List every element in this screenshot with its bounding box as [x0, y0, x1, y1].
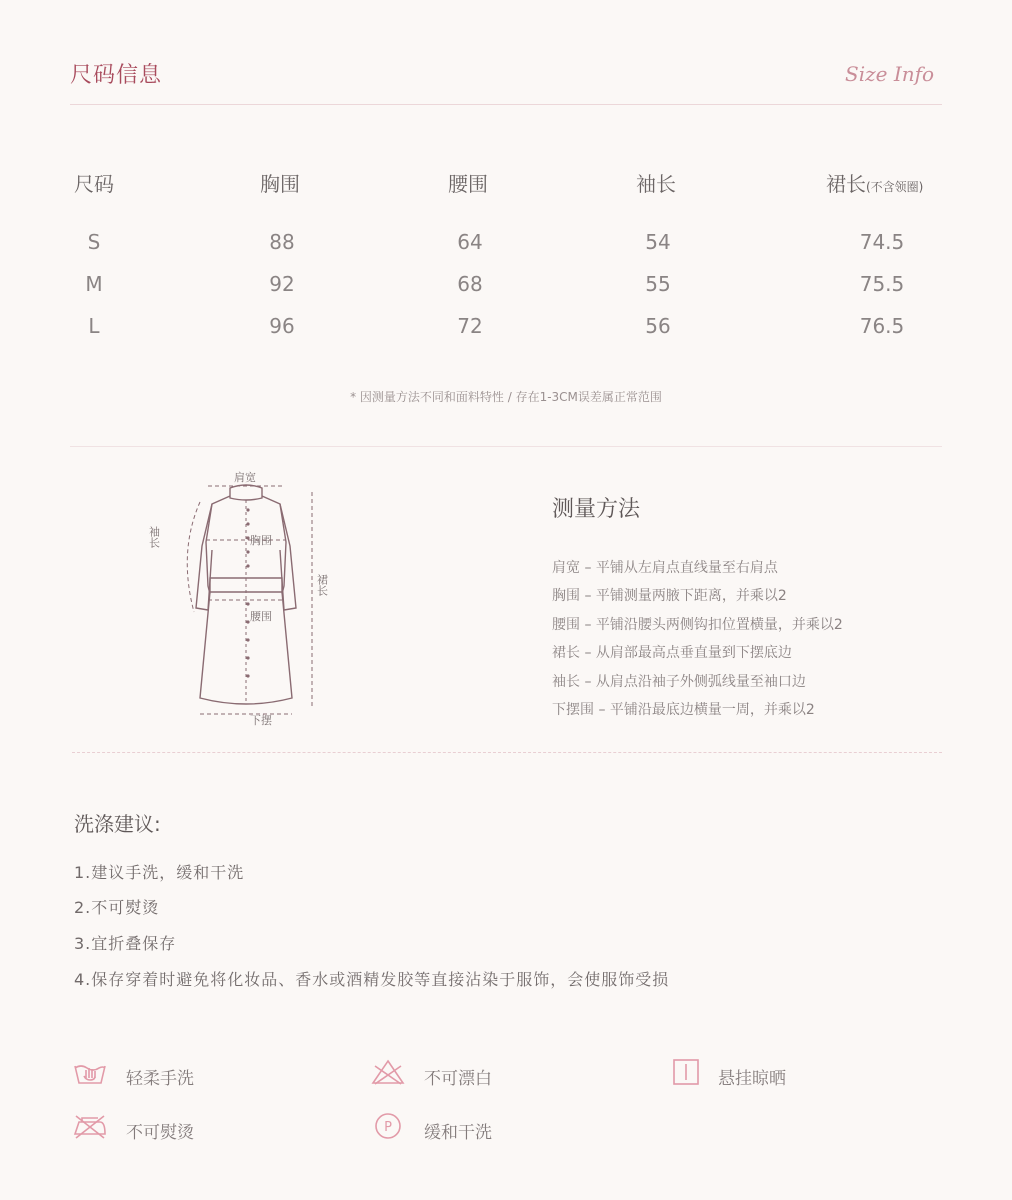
table-note: * 因测量方法不同和面料特性 / 存在1-3CM误差属正常范围: [350, 390, 662, 404]
header-divider: [70, 104, 942, 105]
care-hand-wash: [72, 1058, 108, 1090]
measure-item: 腰围 – 平铺沿腰头两侧钩扣位置横量，并乘以2: [552, 617, 843, 633]
care-hang-dry: [668, 1058, 704, 1090]
care-label: 不可熨烫: [126, 1123, 194, 1143]
measure-item: 下摆围 – 平铺沿最底边横量一周，并乘以2: [552, 702, 815, 718]
label-waist: 腰围: [250, 610, 272, 623]
table-cell: 68: [457, 272, 483, 296]
table-cell: 72: [457, 314, 483, 338]
table-cell: 96: [269, 314, 295, 338]
measure-item: 裙长 – 从肩部最高点垂直量到下摆底边: [552, 645, 792, 661]
table-cell: 54: [645, 230, 671, 254]
column-header-length: [826, 168, 923, 197]
table-cell: 75.5: [859, 272, 905, 296]
hand-wash-icon: [72, 1058, 108, 1086]
care-no-iron: [72, 1112, 108, 1144]
washing-item: 4.保存穿着时避免将化妆品、香水或酒精发胶等直接沾染于服饰，会使服饰受损: [74, 970, 670, 989]
page-subtitle: Size Info: [845, 62, 935, 86]
page-title: 尺码信息: [70, 63, 163, 88]
care-label: 轻柔手洗: [126, 1069, 194, 1089]
measure-title: 测量方法: [552, 497, 641, 522]
dress-diagram: [140, 462, 340, 734]
column-header-length-label: 裙长: [826, 172, 866, 196]
column-header-waist: 腰围: [448, 172, 488, 196]
label-skirt: 裙长: [315, 574, 329, 596]
washing-title: 洗涤建议:: [74, 812, 161, 836]
dry-clean-icon: [370, 1112, 406, 1140]
section-divider: [70, 446, 942, 447]
label-chest: 胸围: [250, 534, 272, 547]
table-cell: 64: [457, 230, 483, 254]
care-label: 缓和干洗: [424, 1123, 492, 1143]
care-no-bleach: [370, 1058, 406, 1090]
care-label: 悬挂晾晒: [718, 1069, 786, 1089]
label-hem: 下摆: [250, 714, 272, 727]
column-header-chest: 胸围: [260, 172, 300, 196]
label-sleeve: 袖长: [147, 526, 161, 548]
washing-item: 3.宜折叠保存: [74, 934, 177, 953]
table-cell: 56: [645, 314, 671, 338]
measure-item: 袖长 – 从肩点沿袖子外侧弧线量至袖口边: [552, 674, 806, 690]
washing-item: 1.建议手洗，缓和干洗: [74, 863, 245, 882]
measure-item: 肩宽 – 平铺从左肩点直线量至右肩点: [552, 560, 778, 576]
table-cell: 88: [269, 230, 295, 254]
table-cell: L: [88, 314, 100, 338]
no-iron-icon: [72, 1112, 108, 1140]
table-cell: 55: [645, 272, 671, 296]
care-dry-clean: [370, 1112, 406, 1144]
table-cell: S: [87, 230, 101, 254]
table-cell: 74.5: [859, 230, 905, 254]
column-header-length-note: (不含领圈): [866, 180, 924, 194]
washing-item: 2.不可熨烫: [74, 898, 160, 917]
measure-item: 胸围 – 平铺测量两腋下距离，并乘以2: [552, 588, 787, 604]
column-header-sleeve: 袖长: [636, 172, 676, 196]
svg-text:P: P: [384, 1120, 392, 1135]
label-shoulder: 肩宽: [234, 471, 256, 484]
table-cell: 76.5: [859, 314, 905, 338]
no-bleach-icon: [370, 1058, 406, 1086]
column-header-size: 尺码: [74, 172, 114, 196]
care-label: 不可漂白: [424, 1069, 492, 1089]
section-divider: [72, 752, 942, 753]
hang-dry-icon: [668, 1058, 704, 1086]
table-cell: 92: [269, 272, 295, 296]
table-cell: M: [85, 272, 103, 296]
